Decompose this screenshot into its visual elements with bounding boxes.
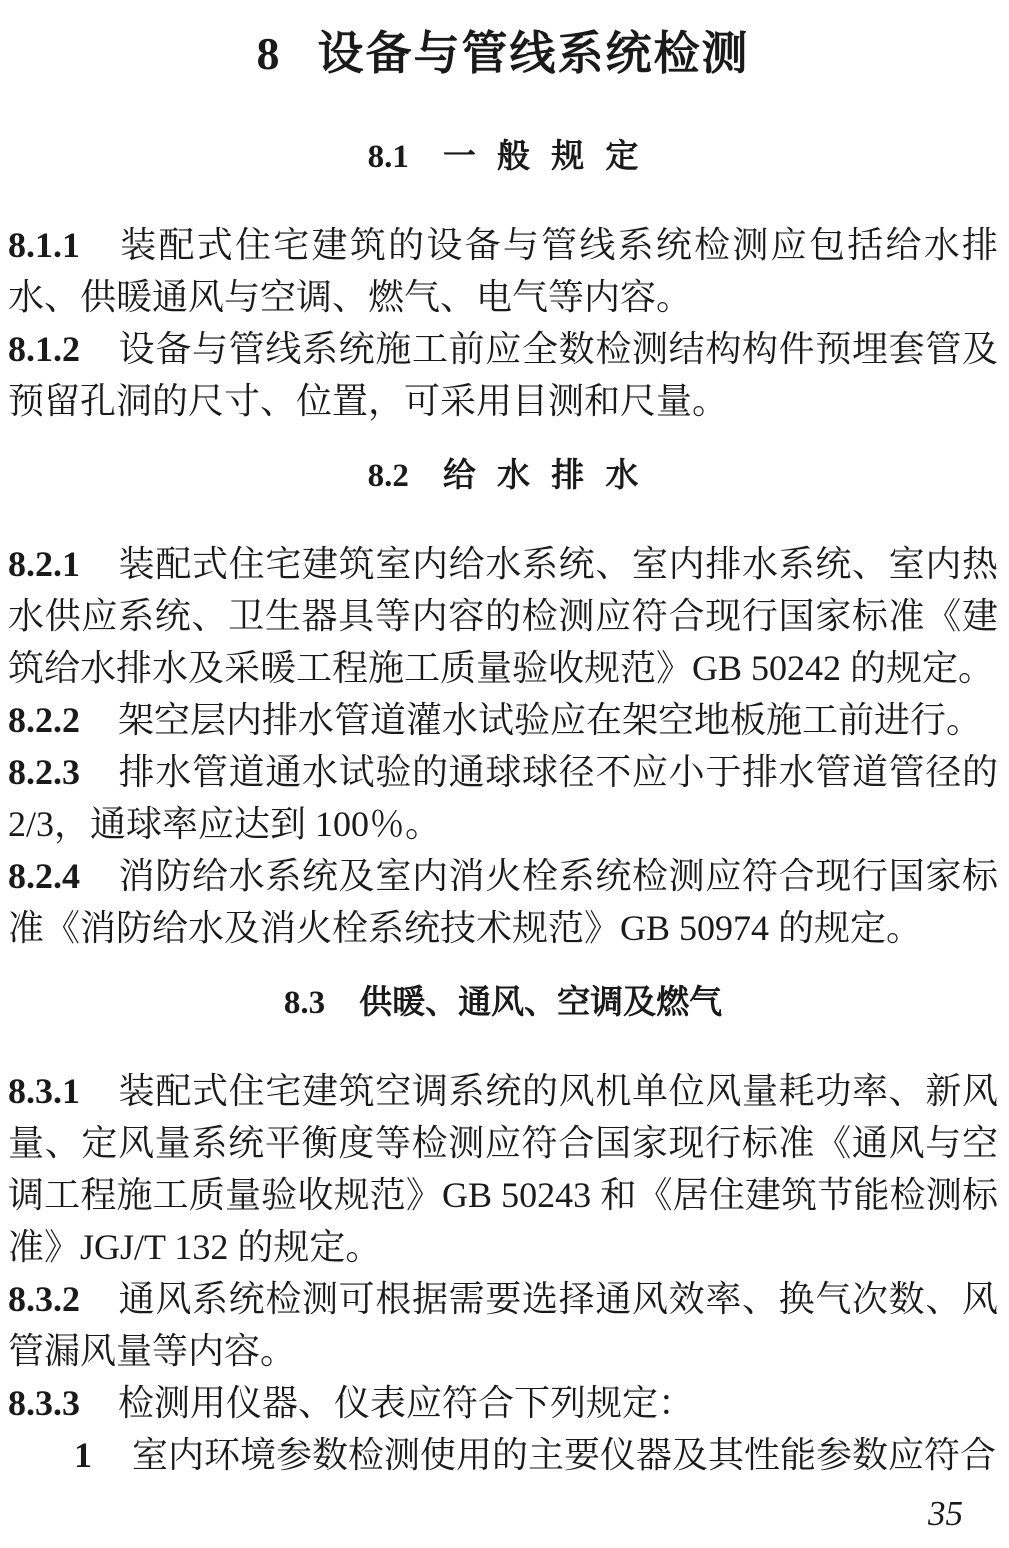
clause-number: 8.3.1 [8,1071,80,1111]
clause-8-1-2 [8,323,998,427]
page-number: 35 [928,1494,963,1533]
section-heading-8-1 [8,134,998,179]
chapter-number: 8 [256,28,280,79]
clause-8-1-1 [8,219,998,323]
section-title: 一 般 规 定 [442,137,639,174]
clause-number: 8.2.3 [8,752,80,792]
clause-number: 8.3.3 [8,1383,80,1423]
section-number: 8.2 [367,458,409,494]
clause-text: 装配式住宅建筑室内给水系统、室内排水系统、室内热水供应系统、卫生器具等内容的检测应符合现行国家标准《建筑给水排水及采暖工程施工质量验收规范》GB 50242 的规定。 [8,544,998,688]
clause-text: 装配式住宅建筑的设备与管线系统检测应包括给水排水、供暖通风与空调、燃气、电气等内容。 [8,225,998,317]
sub-item-number: 1 [74,1435,92,1475]
clause-8-2-3 [8,746,998,850]
clause-8-3-2 [8,1273,998,1377]
clause-number: 8.2.4 [8,856,80,896]
clause-8-3-3 [8,1377,998,1429]
section-title: 供暖、通风、空调及燃气 [359,983,723,1020]
section-title: 给 水 排 水 [442,456,639,493]
clause-text: 架空层内排水管道灌水试验应在架空地板施工前进行。 [118,700,983,740]
clause-number: 8.3.2 [8,1279,80,1319]
clause-8-2-4 [8,850,998,954]
clause-number: 8.1.1 [8,225,80,265]
clause-text: 消防给水系统及室内消火栓系统检测应符合现行国家标准《消防给水及消火栓系统技术规范》GB 50974 的规定。 [8,856,998,948]
clause-8-3-1 [8,1065,998,1273]
clause-text: 检测用仪器、仪表应符合下列规定： [118,1383,695,1423]
section-number: 8.1 [367,139,409,175]
chapter-title-text: 设备与管线系统检测 [317,28,750,79]
clause-text: 通风系统检测可根据需要选择通风效率、换气次数、风管漏风量等内容。 [8,1279,998,1371]
section-heading-8-3 [8,980,998,1025]
clause-number: 8.1.2 [8,329,80,369]
clause-8-2-1 [8,538,998,694]
clause-number: 8.2.2 [8,700,80,740]
clause-text: 设备与管线系统施工前应全数检测结构构件预埋套管及预留孔洞的尺寸、位置，可采用目测和尺量。 [8,329,998,421]
clause-number: 8.2.1 [8,544,80,584]
clause-8-2-2 [8,694,998,746]
sub-item-text: 室内环境参数检测使用的主要仪器及其性能参数应符合 [132,1435,997,1475]
clause-text: 装配式住宅建筑空调系统的风机单位风量耗功率、新风量、定风量系统平衡度等检测应符合国家现行标准《通风与空调工程施工质量验收规范》GB 50243 和《居住建筑节能检测标准》JGJ/T 132 的规定。 [8,1071,998,1267]
section-heading-8-2 [8,453,998,498]
sub-item-1 [8,1429,998,1481]
clause-text: 排水管道通水试验的通球球径不应小于排水管道管径的 2/3，通球率应达到 100％。 [8,752,998,844]
chapter-title [8,26,998,82]
section-number: 8.3 [283,985,326,1021]
